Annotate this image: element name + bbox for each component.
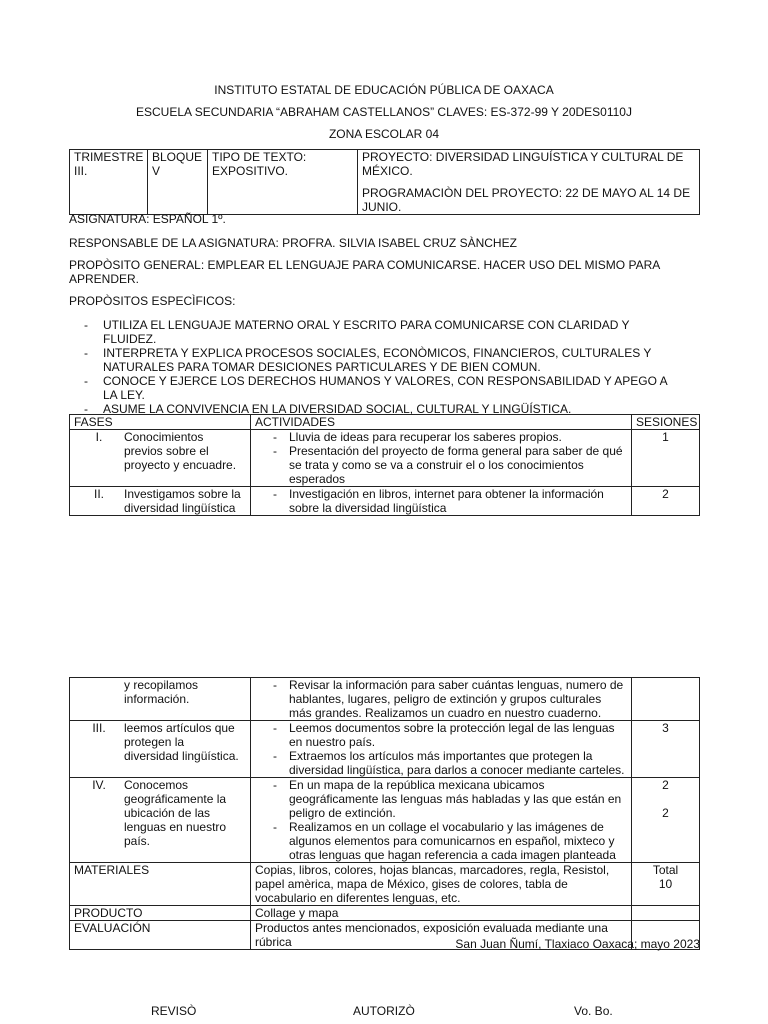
sesiones-value: 2 <box>632 487 700 516</box>
evaluacion-text: Productos antes mencionados, exposición evaluada mediante una rúbrica <box>251 921 632 950</box>
total-label: Total <box>652 863 679 877</box>
fase-number: II. <box>93 487 104 501</box>
tipo-texto-text: TIPO DE TEXTO: EXPOSITIVO. <box>212 150 307 178</box>
sesiones-cell <box>632 778 700 863</box>
proposito-general: PROPÒSITO GENERAL: EMPLEAR EL LENGUAJE PARA COMUNICARSE. HACER USO DEL MISMO PARA APRENDER. <box>69 258 660 286</box>
fase-number: IV. <box>92 778 106 792</box>
trimestre-cell <box>70 150 148 215</box>
evaluacion-label: EVALUACIÓN <box>70 921 251 950</box>
vobo-label: Vo. Bo. <box>574 1004 613 1018</box>
producto-row <box>70 906 700 921</box>
producto-label: PRODUCTO <box>70 906 251 921</box>
proposito-item: - CONOCE Y EJERCE LOS DERECHOS HUMANOS Y VALORES, CON RESPONSABILIDAD Y APEGO A LA LEY. <box>84 374 684 402</box>
total-value: 10 <box>658 877 673 891</box>
table-row <box>70 430 700 487</box>
proyecto-cell <box>358 150 700 215</box>
responsable: RESPONSABLE DE LA ASIGNATURA: PROFRA. SILVIA ISABEL CRUZ SÀNCHEZ <box>69 236 517 250</box>
programacion-text: PROGRAMACIÒN DEL PROYECTO: 22 DE MAYO AL 14 DE JUNIO. <box>362 186 691 214</box>
table-row <box>70 778 700 863</box>
table-row <box>70 678 700 721</box>
total-cell <box>632 863 700 906</box>
fase-name: Investigamos sobre la diversidad lingüística <box>124 487 241 515</box>
fase-name: y recopilamos información. <box>124 678 199 706</box>
actividad-item: - Revisar la información para saber cuántas lenguas, numero de hablantes, lugares, peligro de extinción y grupos culturales más grandes. Realizamos un cuadro en nuestro cuaderno. <box>255 678 627 720</box>
sesiones-value: 2 <box>662 806 669 820</box>
fase-number: I. <box>95 430 103 444</box>
fases-table-continued <box>69 677 700 950</box>
table-row <box>70 487 700 516</box>
proposito-item: - INTERPRETA Y EXPLICA PROCESOS SOCIALES, ECONÒMICOS, FINANCIEROS, CULTURALES Y NATURALES PARA TOMAR DESICIONES PARTICULARES Y DE BIEN COMUN. <box>84 346 684 374</box>
actividad-item: - En un mapa de la república mexicana ubicamos geográficamente las lenguas más habladas y las que están en peligro de extinción. <box>255 778 627 820</box>
actividad-item: - Extraemos los artículos más importantes que protegen la diversidad lingüística, para darlos a conocer mediante carteles. <box>255 749 627 777</box>
materiales-row <box>70 863 700 906</box>
fase-name: Conocimientos previos sobre el proyecto y encuadre. <box>124 430 237 472</box>
sesiones-value: 3 <box>632 721 700 778</box>
trimestre-text: TRIMESTRE III. <box>74 150 144 178</box>
producto-text: Collage y mapa <box>251 906 632 921</box>
bloque-cell <box>148 150 208 215</box>
fase-name: leemos artículos que protegen la diversidad lingüística. <box>124 721 239 763</box>
info-table <box>69 149 700 215</box>
actividad-item: - Leemos documentos sobre la protección legal de las lenguas en nuestro país. <box>255 721 627 749</box>
school-title: ESCUELA SECUNDARIA “ABRAHAM CASTELLANOS” CLAVES: ES-372-99 Y 20DES0110J <box>136 105 632 119</box>
asignatura: ASIGNATURA: ESPAÑOL 1º. <box>69 212 226 226</box>
autorizo-label: AUTORIZÒ <box>353 1004 415 1018</box>
reviso-label: REVISÒ <box>151 1004 197 1018</box>
propositos-list <box>84 318 684 416</box>
proposito-item: - UTILIZA EL LENGUAJE MATERNO ORAL Y ESCRITO PARA COMUNICARSE CON CLARIDAD Y FLUIDEZ. <box>84 318 684 346</box>
fases-table <box>69 414 700 516</box>
bloque-text: BLOQUE V <box>152 150 203 178</box>
fases-header: FASES <box>70 415 251 430</box>
sesiones-value <box>632 678 700 721</box>
propositos-especificos-label: PROPÒSITOS ESPECÌFICOS: <box>69 294 236 308</box>
proyecto-text: PROYECTO: DIVERSIDAD LINGUÍSTICA Y CULTURAL DE MÉXICO. <box>362 150 684 178</box>
sesiones-header: SESIONES <box>632 415 700 430</box>
zone-title: ZONA ESCOLAR 04 <box>328 127 440 141</box>
place-date: San Juan Ñumí, Tlaxiaco Oaxaca; mayo 2023 <box>455 937 700 951</box>
table-row <box>70 721 700 778</box>
actividad-item: - Presentación del proyecto de forma general para saber de qué se trata y como se va a construir el o los conocimientos esperados <box>255 444 627 486</box>
fase-number: III. <box>92 721 106 735</box>
actividades-header: ACTIVIDADES <box>251 415 632 430</box>
fase-name: Conocemos geográficamente la ubicación de las lenguas en nuestro país. <box>124 778 227 848</box>
sesiones-value: 1 <box>632 430 700 487</box>
institution-title: INSTITUTO ESTATAL DE EDUCACIÓN PÚBLICA DE OAXACA <box>214 83 554 97</box>
tipo-texto-cell <box>208 150 358 215</box>
actividad-item: - Investigación en libros, internet para obtener la información sobre la diversidad lingüística <box>255 487 627 515</box>
sesiones-value: 2 <box>662 778 669 792</box>
proposito-item: - ASUME LA CONVIVENCIA EN LA DIVERSIDAD SOCIAL, CULTURAL Y LINGÜÍSTICA. <box>84 402 684 416</box>
actividad-item: - Realizamos en un collage el vocabulario y las imágenes de algunos elementos para comunicarnos en español, mixteco y otras lenguas que hagan referencia a cada imagen planteada <box>255 820 627 862</box>
actividad-item: - Lluvia de ideas para recuperar los saberes propios. <box>255 430 627 444</box>
materiales-label: MATERIALES <box>70 863 251 906</box>
materiales-text: Copias, libros, colores, hojas blancas, marcadores, regla, Resistol, papel amèrica, mapa de México, gises de colores, tabla de vocabulario en diferentes lenguas, etc. <box>251 863 632 906</box>
